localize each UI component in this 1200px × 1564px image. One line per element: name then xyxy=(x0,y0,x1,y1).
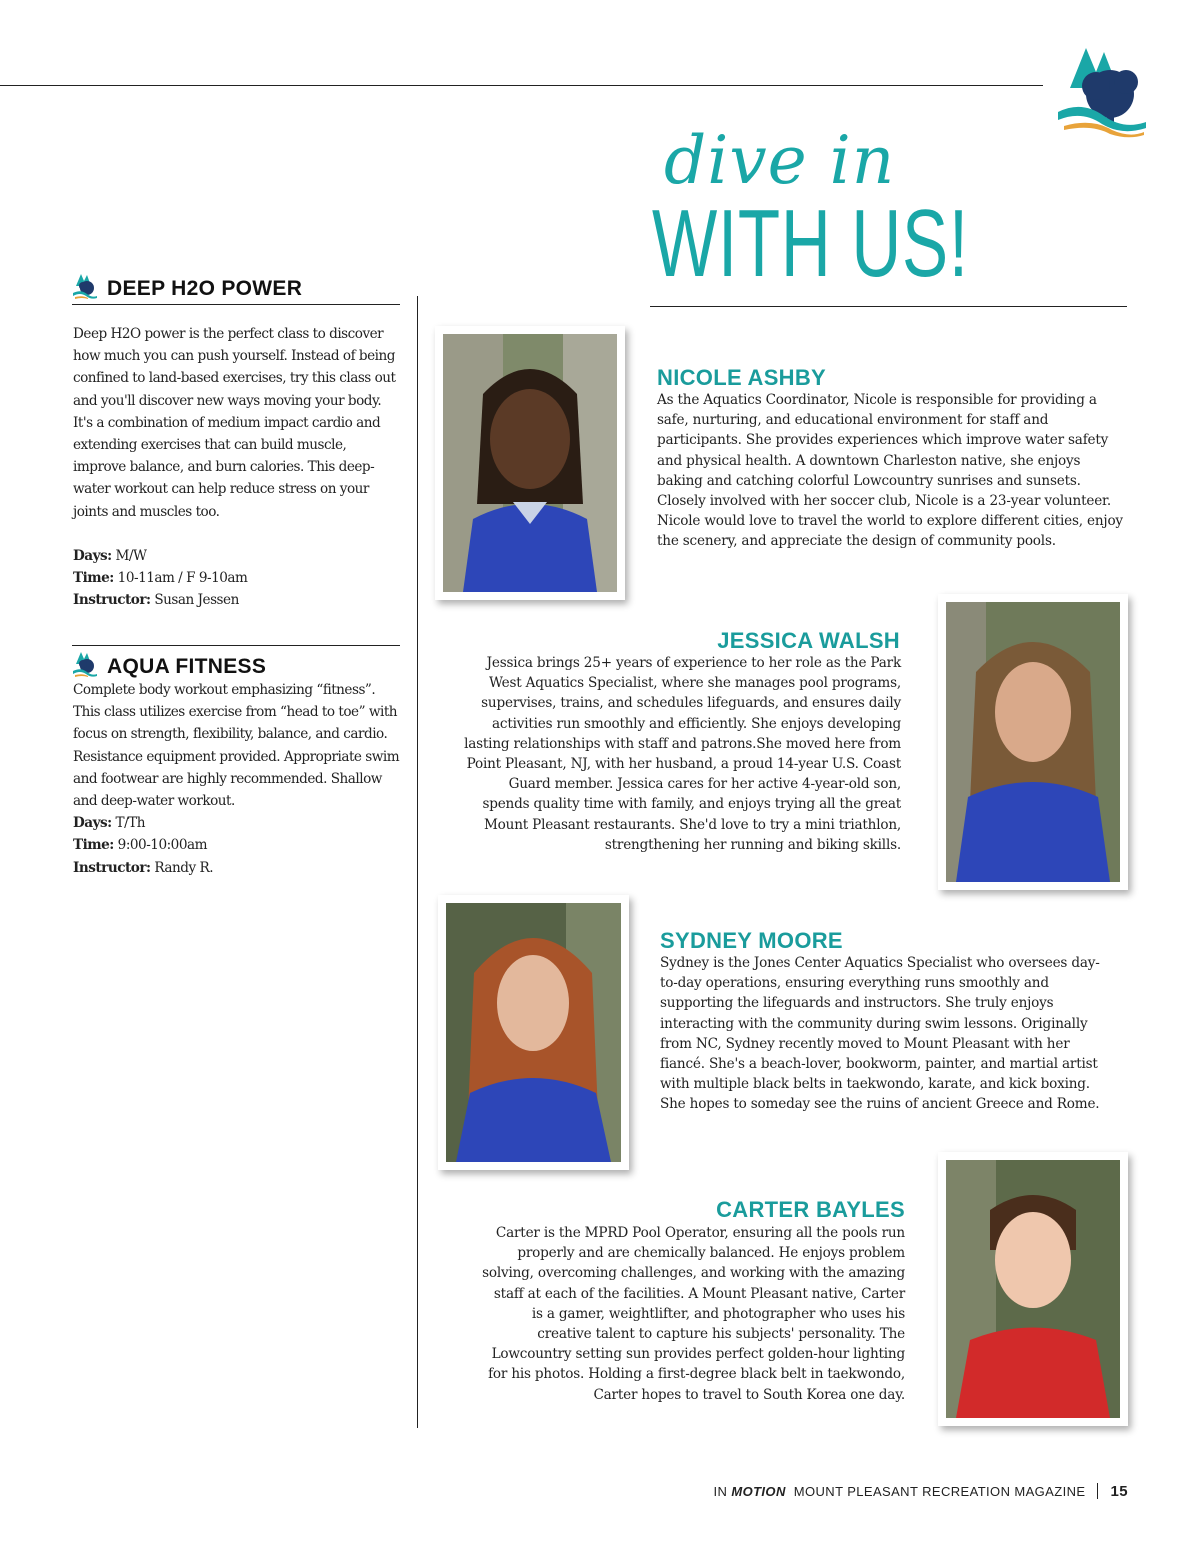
staff-bio-text: Carter is the MPRD Pool Operator, ensuring all the pools run properly and are chemically balanced. He enjoys problem solving, overcoming challenges, and working with the amazing staff at each of the facilities. A Mount Pleasant native, Carter is a gamer, weightlifter, and photographer who uses his creative talent to capture his subjects' personality. The Lowcountry setting sun provides perfect golden-hour lighting for his photos. Holding a first-degree black belt in taekwondo, Carter hopes to travel to South Korea one day. xyxy=(482,1225,905,1403)
class-description: Complete body workout emphasizing “fitness”. This class utilizes exercise from “head to toe” with focus on strength, flexibility, balance, and cardio. Resistance equipment provided. Appropriate swim and footwear are highly recommended. Shallow and deep-water workout. xyxy=(73,682,400,810)
staff-bio-text: As the Aquatics Coordinator, Nicole is responsible for providing a safe, nurturing, and educational environment for staff and participants. She provides experiences which improve water safety and physical health. A downtown Charleston native, she enjoys baking and catching colorful Lowcountry sunrises and sunsets. Closely involved with her soccer club, Nicole is a 23-year volunteer. Nicole would love to travel the world to explore different cities, enjoy the scenery, and appreciate the design of community pools. xyxy=(657,392,1123,550)
class-instructor: Instructor: Randy R. xyxy=(73,859,214,876)
deep-h2o-tree-icon xyxy=(72,272,98,300)
class-rule xyxy=(72,304,400,305)
page-footer xyxy=(714,1483,1128,1500)
staff-name: JESSICA WALSH xyxy=(717,628,900,653)
column-divider xyxy=(417,296,418,1428)
staff-photo-sydney xyxy=(446,903,621,1162)
heading-rule xyxy=(650,306,1127,307)
page-number: 15 xyxy=(1110,1483,1128,1500)
class-title-deep-h2o: DEEP H2O POWER xyxy=(107,277,303,300)
footer-brand-motion: MOTION xyxy=(731,1484,786,1499)
staff-name: SYDNEY MOORE xyxy=(660,928,843,953)
class-title-aqua-fitness: AQUA FITNESS xyxy=(107,655,267,678)
staff-bio xyxy=(660,953,1112,1115)
footer-magazine: MOUNT PLEASANT RECREATION MAGAZINE xyxy=(793,1484,1086,1499)
class-instructor: Instructor: Susan Jessen xyxy=(73,592,239,609)
class-days: Days: T/Th xyxy=(73,815,145,832)
class-block-aqua-fitness xyxy=(73,679,403,879)
staff-name: NICOLE ASHBY xyxy=(657,365,827,390)
footer-brand-in: IN xyxy=(713,1484,728,1499)
class-rule xyxy=(72,645,400,646)
staff-bio-text: Sydney is the Jones Center Aquatics Specialist who oversees day-to-day operations, ensuring everything runs smoothly and supporting the lifeguards and instructors. She truly enjoys interacting with the community during swim lessons. Originally from NC, Sydney recently moved to Mount Pleasant with her fiancé. She's a beach-lover, bookworm, painter, and martial artist with multiple black belts in taekwondo, karate, and kick boxing. She hopes to someday see the ruins of ancient Greece and Rome. xyxy=(660,955,1100,1113)
class-days: Days: M/W xyxy=(73,547,147,564)
staff-bio xyxy=(480,1223,905,1405)
class-block-deep-h2o xyxy=(73,323,403,611)
heading-script: dive in xyxy=(664,122,896,199)
staff-photo-nicole xyxy=(443,334,617,592)
footer-separator xyxy=(1097,1483,1098,1499)
heading-main: WITH US! xyxy=(652,190,969,297)
staff-bio xyxy=(657,390,1125,552)
aqua-fitness-tree-icon xyxy=(72,650,98,678)
class-description: Deep H2O power is the perfect class to discover how much you can push yourself. Instead of being confined to land-based exercises, try this class out and you'll discover new ways moving your body. It's a combination of medium impact cardio and extending exercises that can build muscle, improve balance, and burn calories. This deep-water workout can help reduce stress on your joints and muscles too. xyxy=(73,326,396,520)
staff-bio xyxy=(464,653,901,855)
mount-pleasant-logo-icon xyxy=(1052,42,1148,138)
staff-bio-text: Jessica brings 25+ years of experience to her role as the Park West Aquatics Specialist, where she manages pool programs, supervises, trains, and schedules lifeguards, and ensures daily activities run smoothly and efficiently. She enjoys developing lasting relationships with staff and patrons.She moved here from Point Pleasant, NJ, with her husband, a proud 14-year U.S. Coast Guard member. Jessica cares for her active 4-year-old son, spends quality time with family, and enjoys trying all the great Mount Pleasant restaurants. She'd love to try a mini triathlon, strengthening her running and biking skills. xyxy=(464,655,901,853)
top-rule xyxy=(0,85,1043,86)
class-time: Time: 9:00-10:00am xyxy=(73,837,207,854)
staff-photo-jessica xyxy=(946,602,1120,882)
class-time: Time: 10-11am / F 9-10am xyxy=(73,570,248,587)
staff-name: CARTER BAYLES xyxy=(716,1197,905,1222)
staff-photo-carter xyxy=(946,1160,1120,1418)
